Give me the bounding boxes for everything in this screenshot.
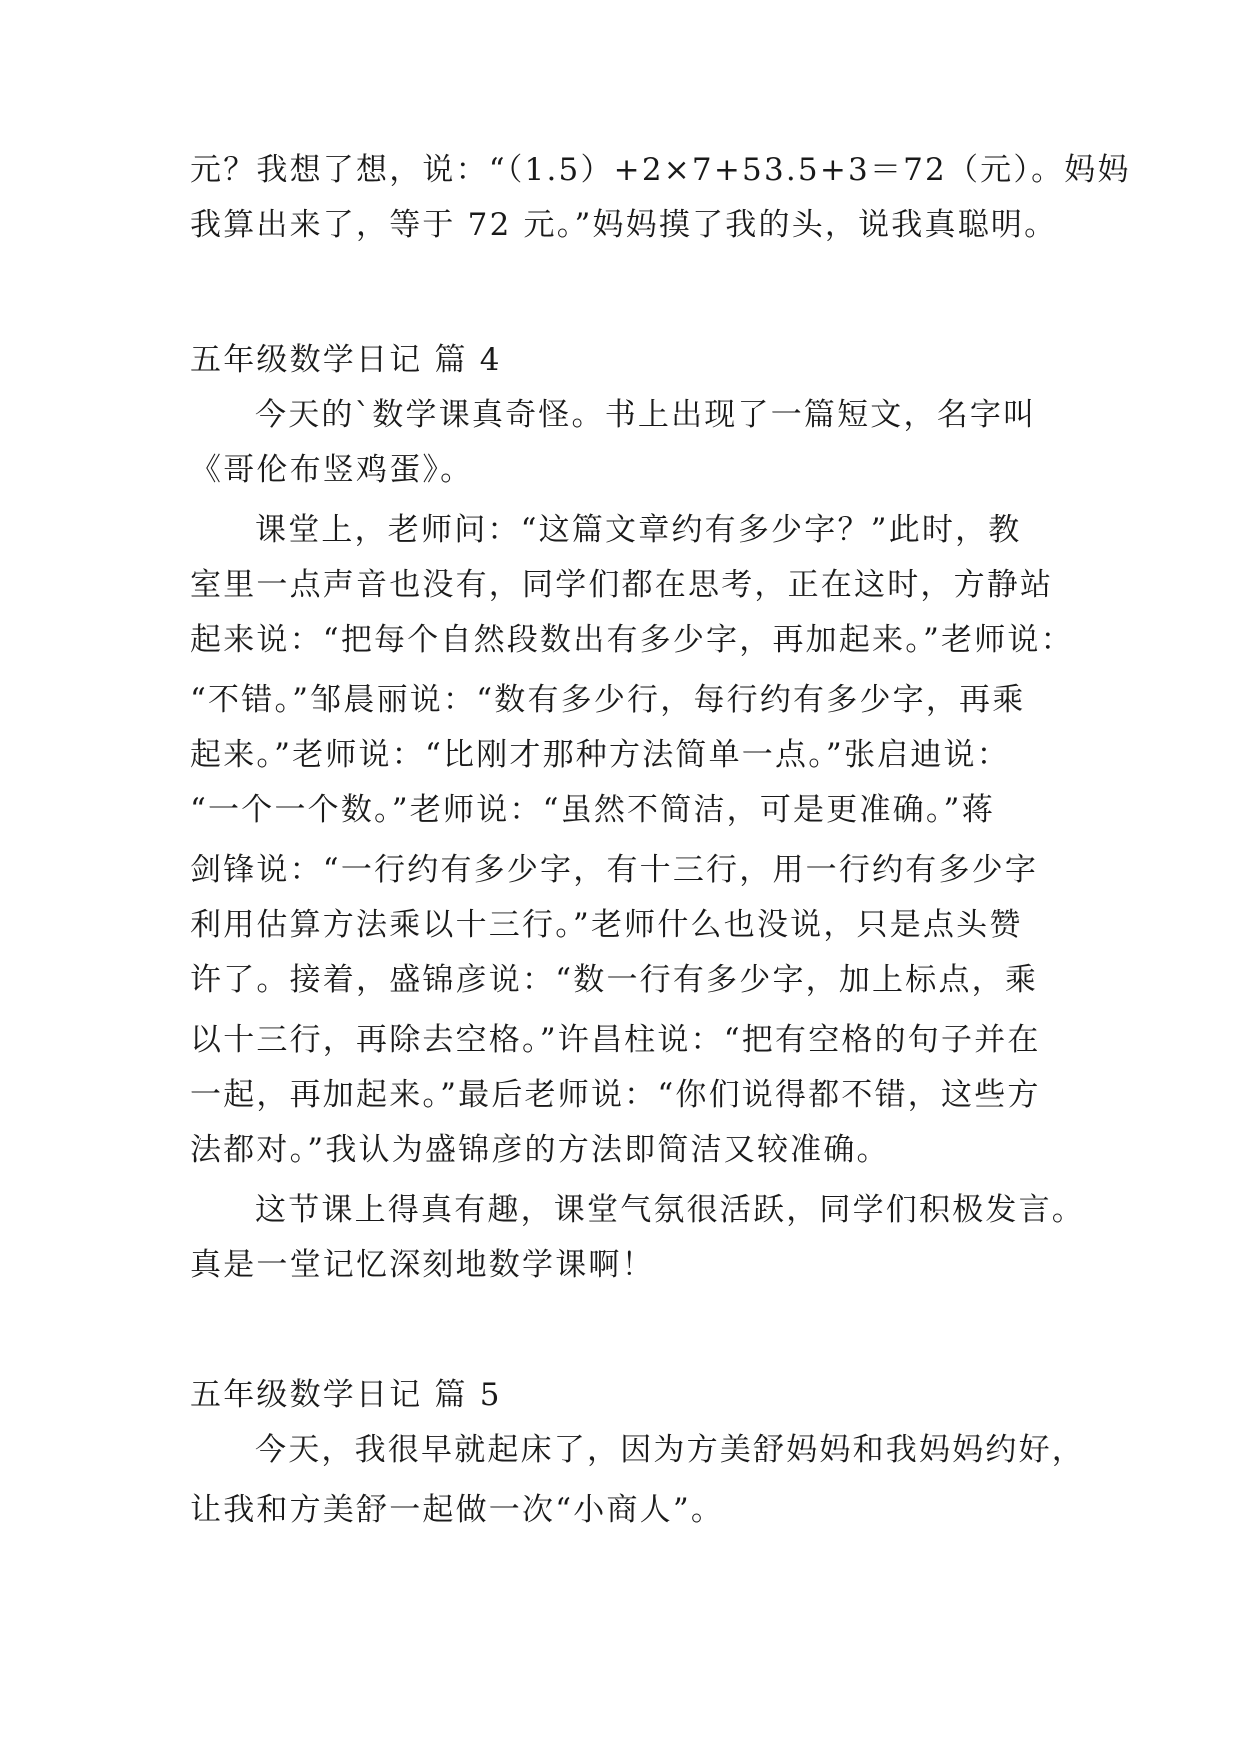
text-line: “一个一个数。”老师说：“虽然不简洁，可是更准确。”蒋 [190,792,995,828]
text-line: 法都对。”我认为盛锦彦的方法即简洁又较准确。 [190,1132,890,1168]
paragraph-start: 这节课上得真有趣，课堂气氛很活跃，同学们积极发言。 [255,1192,1085,1228]
section-title: 五年级数学日记 篇 4 [190,342,502,378]
text-line: 利用估算方法乘以十三行。”老师什么也没说，只是点头赞 [190,907,1023,943]
section-title: 五年级数学日记 篇 5 [190,1377,502,1413]
text-line: 元？我想了想，说：“（1.5）+2×7+53.5+3＝72（元）。妈妈 [190,152,1131,188]
text-line: “不错。”邹晨丽说：“数有多少行，每行约有多少字，再乘 [190,682,1026,718]
text-line: 让我和方美舒一起做一次“小商人”。 [190,1492,725,1528]
text-line: 许了。接着，盛锦彦说：“数一行有多少字，加上标点，乘 [190,962,1039,998]
paragraph-start: 今天，我很早就起床了，因为方美舒妈妈和我妈妈约好， [255,1432,1085,1468]
text-line: 剑锋说：“一行约有多少字，有十三行，用一行约有多少字 [190,852,1039,888]
paragraph-start: 课堂上，老师问：“这篇文章约有多少字？”此时，教 [255,512,1022,548]
text-line: 以十三行，再除去空格。”许昌柱说：“把有空格的句子并在 [190,1022,1041,1058]
text-line: 起来。”老师说：“比刚才那种方法简单一点。”张启迪说： [190,737,1010,773]
text-line: 起来说：“把每个自然段数出有多少字，再加起来。”老师说： [190,622,1074,658]
text-line: 一起，再加起来。”最后老师说：“你们说得都不错，这些方 [190,1077,1041,1113]
text-line: 真是一堂记忆深刻地数学课啊！ [190,1247,655,1283]
text-line: 室里一点声音也没有，同学们都在思考，正在这时，方静站 [190,567,1054,603]
paragraph-start: 今天的`数学课真奇怪。书上出现了一篇短文，名字叫 [255,397,1037,433]
text-line: 我算出来了，等于 72 元。”妈妈摸了我的头，说我真聪明。 [190,207,1058,243]
text-line: 《哥伦布竖鸡蛋》。 [190,452,474,488]
